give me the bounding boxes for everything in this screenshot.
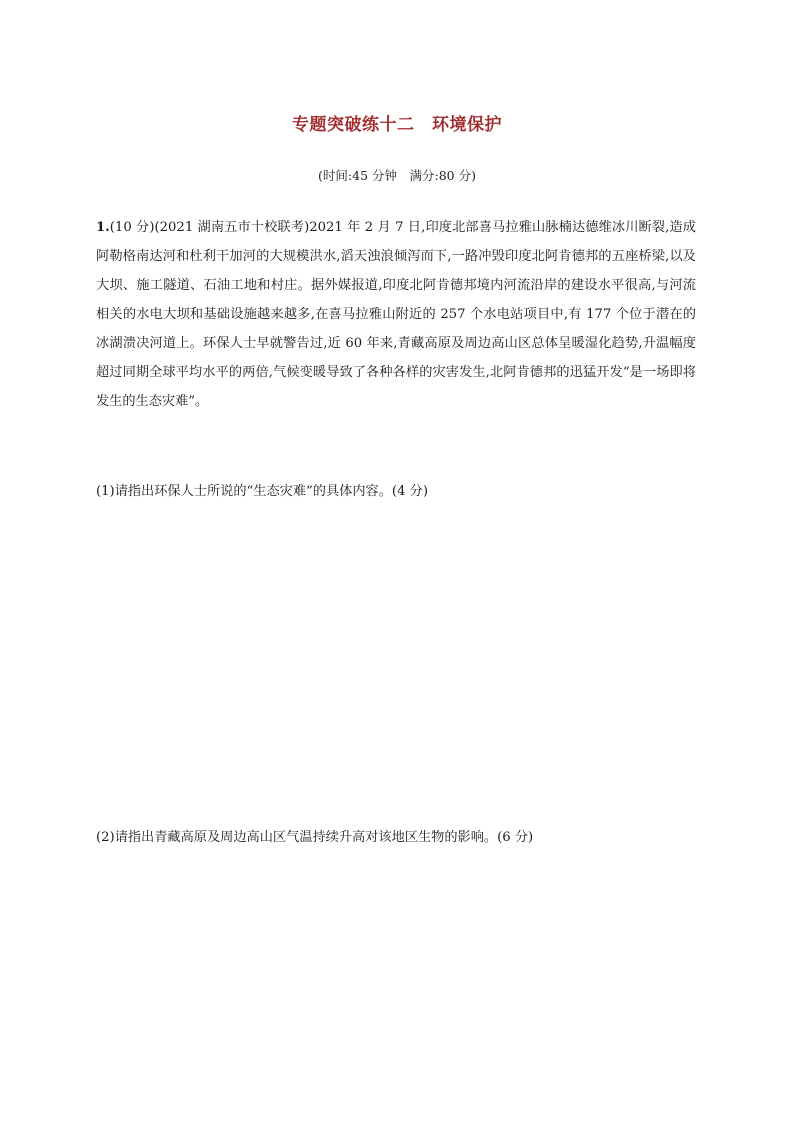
answer-area-2[interactable]	[96, 856, 696, 1096]
question-score: (10 分)	[109, 220, 155, 235]
sub-question-2-label: (2)	[96, 830, 115, 845]
sub-question-1-label: (1)	[96, 484, 115, 499]
sub-question-1-text: 请指出环保人士所说的“生态灾难”的具体内容。(4 分)	[114, 484, 428, 499]
sub-question-2	[96, 828, 696, 848]
question-number: 1.	[96, 220, 110, 235]
question-source: (2021 湖南五市十校联考)	[154, 220, 310, 235]
question-1-stem	[96, 213, 696, 416]
sub-question-2-text: 请指出青藏高原及周边高山区气温持续升高对该地区生物的影响。(6 分)	[114, 830, 534, 845]
document-title: 专题突破练十二 环境保护	[292, 115, 502, 135]
question-body: 2021 年 2 月 7 日,印度北部喜马拉雅山脉楠达德维冰川断裂,造成阿勒格南达河和杜利干加河的大规模洪水,滔天浊浪倾泻而下,一路冲毁印度北阿肯德邦的五座桥梁,以及大坝、施工隧道、石油工地和村庄。据外媒报道,印度北阿肯德邦境内河流沿岸的建设水平很高,与河流相关的水电大坝和基础设施越来越多,在喜马拉雅山附近的 257 个水电站项目中,有 177 个位于潜在的冰湖溃决河道上。环保人士早就警告过,近 60 年来,青藏高原及周边高山区总体呈暖湿化趋势,升温幅度超过同期全球平均水平的两倍,气候变暖导致了各种各样的灾害发生,北阿肯德邦的迅猛开发“是一场即将发生的生态灾难”。	[96, 220, 696, 409]
answer-area-1[interactable]	[96, 510, 696, 810]
sub-question-1	[96, 482, 696, 502]
exam-time-and-score: (时间:45 分钟 满分:80 分)	[318, 168, 476, 183]
